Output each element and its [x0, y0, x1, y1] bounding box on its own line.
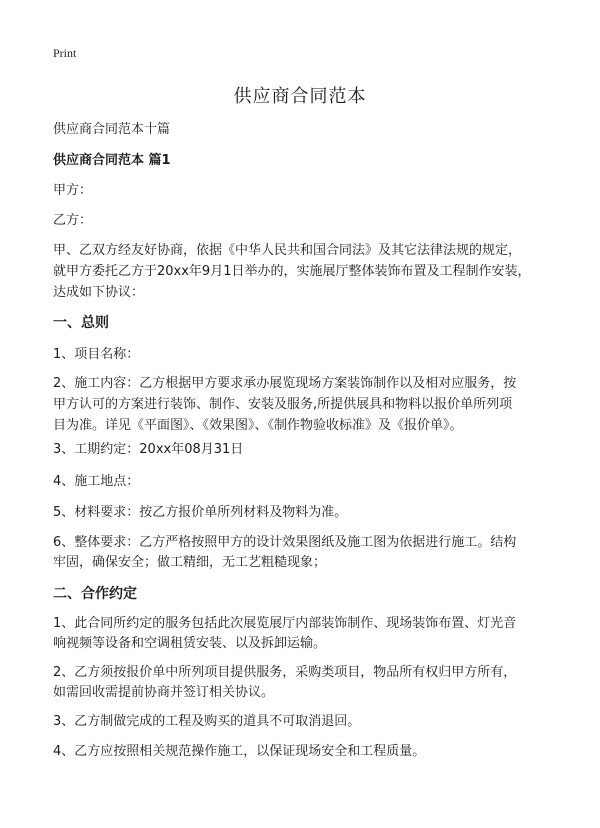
intro-line: 就甲方委托乙方于20xx年9月1日举办的，实施展厅整体装饰布置及工程制作安装，	[53, 264, 531, 279]
intro-line: 甲、乙双方经友好协商，依据《中华人民共和国合同法》及其它法律法规的规定，	[53, 243, 522, 258]
chapter2-heading: 二、合作约定	[53, 586, 137, 602]
clause-line: 2、施工内容：乙方根据甲方要求承办展览现场方案装饰制作以及相对应服务，按	[53, 376, 517, 391]
print-link[interactable]: Print	[53, 46, 77, 60]
clause-item: 5、材料要求：按乙方报价单所列材料及物料为准。	[53, 505, 348, 520]
clause-item: 3、工期约定：20xx年08月31日	[53, 442, 244, 457]
clause-line: 2、乙方须按报价单中所列项目提供服务，采购类项目，物品所有权归甲方所有，	[53, 665, 517, 680]
clause-line: 如需回收需提前协商并签订相关协议。	[53, 685, 275, 700]
subtitle: 供应商合同范本十篇	[53, 122, 171, 137]
document-title: 供应商合同范本	[233, 86, 367, 107]
party-b-label: 乙方：	[53, 213, 93, 228]
clause-item: 4、乙方应按照相关规范操作施工，以保证现场安全和工程质量。	[53, 744, 426, 759]
clause-line: 甲方认可的方案进行装饰、制作、安装及服务,所提供展具和物料以报价单所列项	[53, 397, 513, 412]
clause-item: 3、乙方制做完成的工程及购买的道具不可取消退回。	[53, 714, 361, 729]
chapter1-heading: 一、总则	[53, 315, 109, 331]
clause-line: 6、整体要求：乙方严格按照甲方的设计效果图纸及施工图为依据进行施工。结构	[53, 535, 517, 550]
party-a-label: 甲方：	[53, 183, 93, 198]
clause-line: 牢固，确保安全；做工精细，无工艺粗糙现象；	[53, 555, 327, 570]
section-title: 供应商合同范本 篇1	[53, 153, 171, 168]
clause-item: 4、施工地点：	[53, 474, 140, 489]
clause-line: 1、此合同所约定的服务包括此次展览展厅内部装饰制作、现场装饰布置、灯光音	[53, 616, 517, 631]
intro-line: 达成如下协议：	[53, 285, 145, 300]
clause-line: 响视频等设备和空调租赁安装、以及拆卸运输。	[53, 636, 327, 651]
clause-item: 1、项目名称：	[53, 347, 140, 362]
clause-line: 目为准。详见《平面图》、《效果图》、《制作物验收标准》及《报价单》。	[53, 418, 463, 433]
